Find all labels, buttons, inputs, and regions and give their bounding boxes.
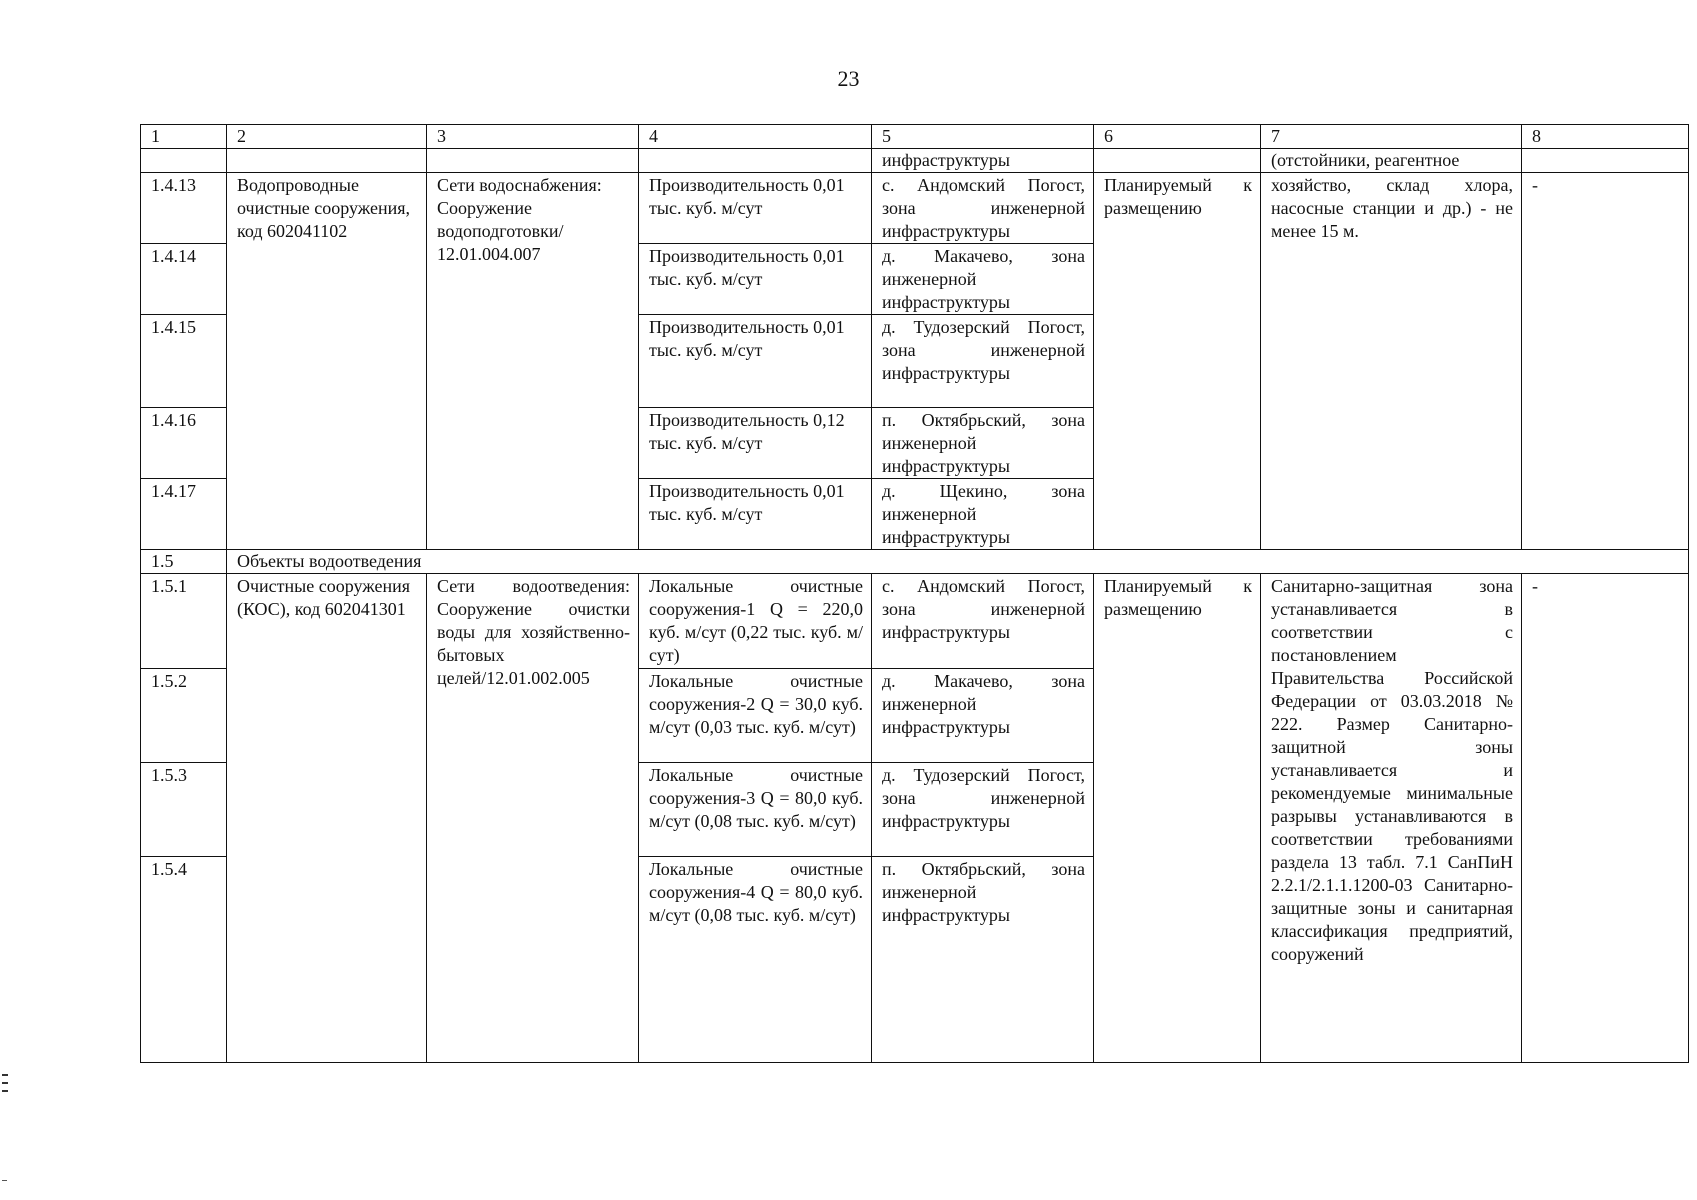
table-cell	[1522, 149, 1689, 173]
table-cell	[227, 149, 427, 173]
row-number: 1.5.1	[141, 574, 227, 669]
header-cell: 3	[427, 125, 639, 149]
binding-margin-marks	[2, 1074, 8, 1096]
table-cell	[141, 149, 227, 173]
table-row	[141, 574, 1689, 669]
object-capacity: Локальные очистные сооружения-4 Q = 80,0 куб. м/сут (0,08 тыс. куб. м/сут)	[639, 857, 872, 1063]
row-number: 1.5.3	[141, 763, 227, 857]
row-number: 1.4.15	[141, 315, 227, 408]
object-location: д. Макачево, зона инженерной инфраструктуры	[872, 244, 1094, 315]
object-capacity: Производительность 0,01 тыс. куб. м/сут	[639, 173, 872, 244]
object-location: д. Тудозерский Погост, зона инженерной инфраструктуры	[872, 315, 1094, 408]
table-row	[141, 173, 1689, 244]
object-capacity: Локальные очистные сооружения-2 Q = 30,0 куб. м/сут (0,03 тыс. куб. м/сут)	[639, 669, 872, 763]
table-cell	[427, 149, 639, 173]
object-capacity: Производительность 0,12 тыс. куб. м/сут	[639, 408, 872, 479]
table-cell	[639, 149, 872, 173]
section-title: Объекты водоотведения	[227, 550, 1689, 574]
column-8-value: -	[1522, 173, 1689, 550]
object-location: п. Октябрьский, зона инженерной инфраструктуры	[872, 408, 1094, 479]
object-location: д. Щекино, зона инженерной инфраструктуры	[872, 479, 1094, 550]
header-cell: 8	[1522, 125, 1689, 149]
row-number: 1.5.2	[141, 669, 227, 763]
row-number: 1.4.17	[141, 479, 227, 550]
zone-description: хозяйство, склад хлора, насосные станции и др.) - не менее 15 м.	[1261, 173, 1522, 550]
object-purpose: Сети водоснабжения: Сооружение водоподготовки/ 12.01.004.007	[427, 173, 639, 550]
object-purpose: Сети водоотведения: Сооружение очистки воды для хозяйственно-бытовых целей/12.01.002.005	[427, 574, 639, 1063]
zone-description: Санитарно-защитная зона устанавливается в соответствии с постановлением Правительства Российской Федерации от 03.03.2018 № 222. Размер Санитарно-защитной зоны устанавливается и рекомендуемые минимальные разрывы устанавливаются в соответствии требованиями раздела 13 табл. 7.1 СанПиН 2.2.1/2.1.1.1200-03 Санитарно-защитные зоны и санитарная классификация предприятий, сооружений	[1261, 574, 1522, 1063]
object-capacity: Производительность 0,01 тыс. куб. м/сут	[639, 315, 872, 408]
page-number: 23	[837, 66, 860, 91]
objects-table	[140, 124, 1689, 1063]
object-capacity: Локальные очистные сооружения-3 Q = 80,0 куб. м/сут (0,08 тыс. куб. м/сут)	[639, 763, 872, 857]
header-cell: 6	[1094, 125, 1261, 149]
section-number: 1.5	[141, 550, 227, 574]
column-8-value: -	[1522, 574, 1689, 1063]
object-capacity: Производительность 0,01 тыс. куб. м/сут	[639, 479, 872, 550]
object-name: Водопроводные очистные сооружения, код 602041102	[227, 173, 427, 550]
binding-margin-tick	[2, 1180, 7, 1181]
continuation-location: инфраструктуры	[872, 149, 1094, 173]
header-cell: 7	[1261, 125, 1522, 149]
row-number: 1.4.14	[141, 244, 227, 315]
object-name: Очистные сооружения (КОС), код 602041301	[227, 574, 427, 1063]
object-capacity: Производительность 0,01 тыс. куб. м/сут	[639, 244, 872, 315]
row-number: 1.4.13	[141, 173, 227, 244]
object-location: д. Тудозерский Погост, зона инженерной инфраструктуры	[872, 763, 1094, 857]
object-location: п. Октябрьский, зона инженерной инфраструктуры	[872, 857, 1094, 1063]
continuation-zone: (отстойники, реагентное	[1261, 149, 1522, 173]
continuation-row	[141, 149, 1689, 173]
header-cell: 5	[872, 125, 1094, 149]
header-cell: 4	[639, 125, 872, 149]
object-status: Планируемый к размещению	[1094, 574, 1261, 1063]
object-capacity: Локальные очистные сооружения-1 Q = 220,0 куб. м/сут (0,22 тыс. куб. м/сут)	[639, 574, 872, 669]
row-number: 1.5.4	[141, 857, 227, 1063]
object-location: с. Андомский Погост, зона инженерной инфраструктуры	[872, 173, 1094, 244]
table-cell	[1094, 149, 1261, 173]
header-cell: 2	[227, 125, 427, 149]
section-row	[141, 550, 1689, 574]
object-location: д. Макачево, зона инженерной инфраструктуры	[872, 669, 1094, 763]
row-number: 1.4.16	[141, 408, 227, 479]
object-status: Планируемый к размещению	[1094, 173, 1261, 550]
object-location: с. Андомский Погост, зона инженерной инфраструктуры	[872, 574, 1094, 669]
header-cell: 1	[141, 125, 227, 149]
header-row	[141, 125, 1689, 149]
